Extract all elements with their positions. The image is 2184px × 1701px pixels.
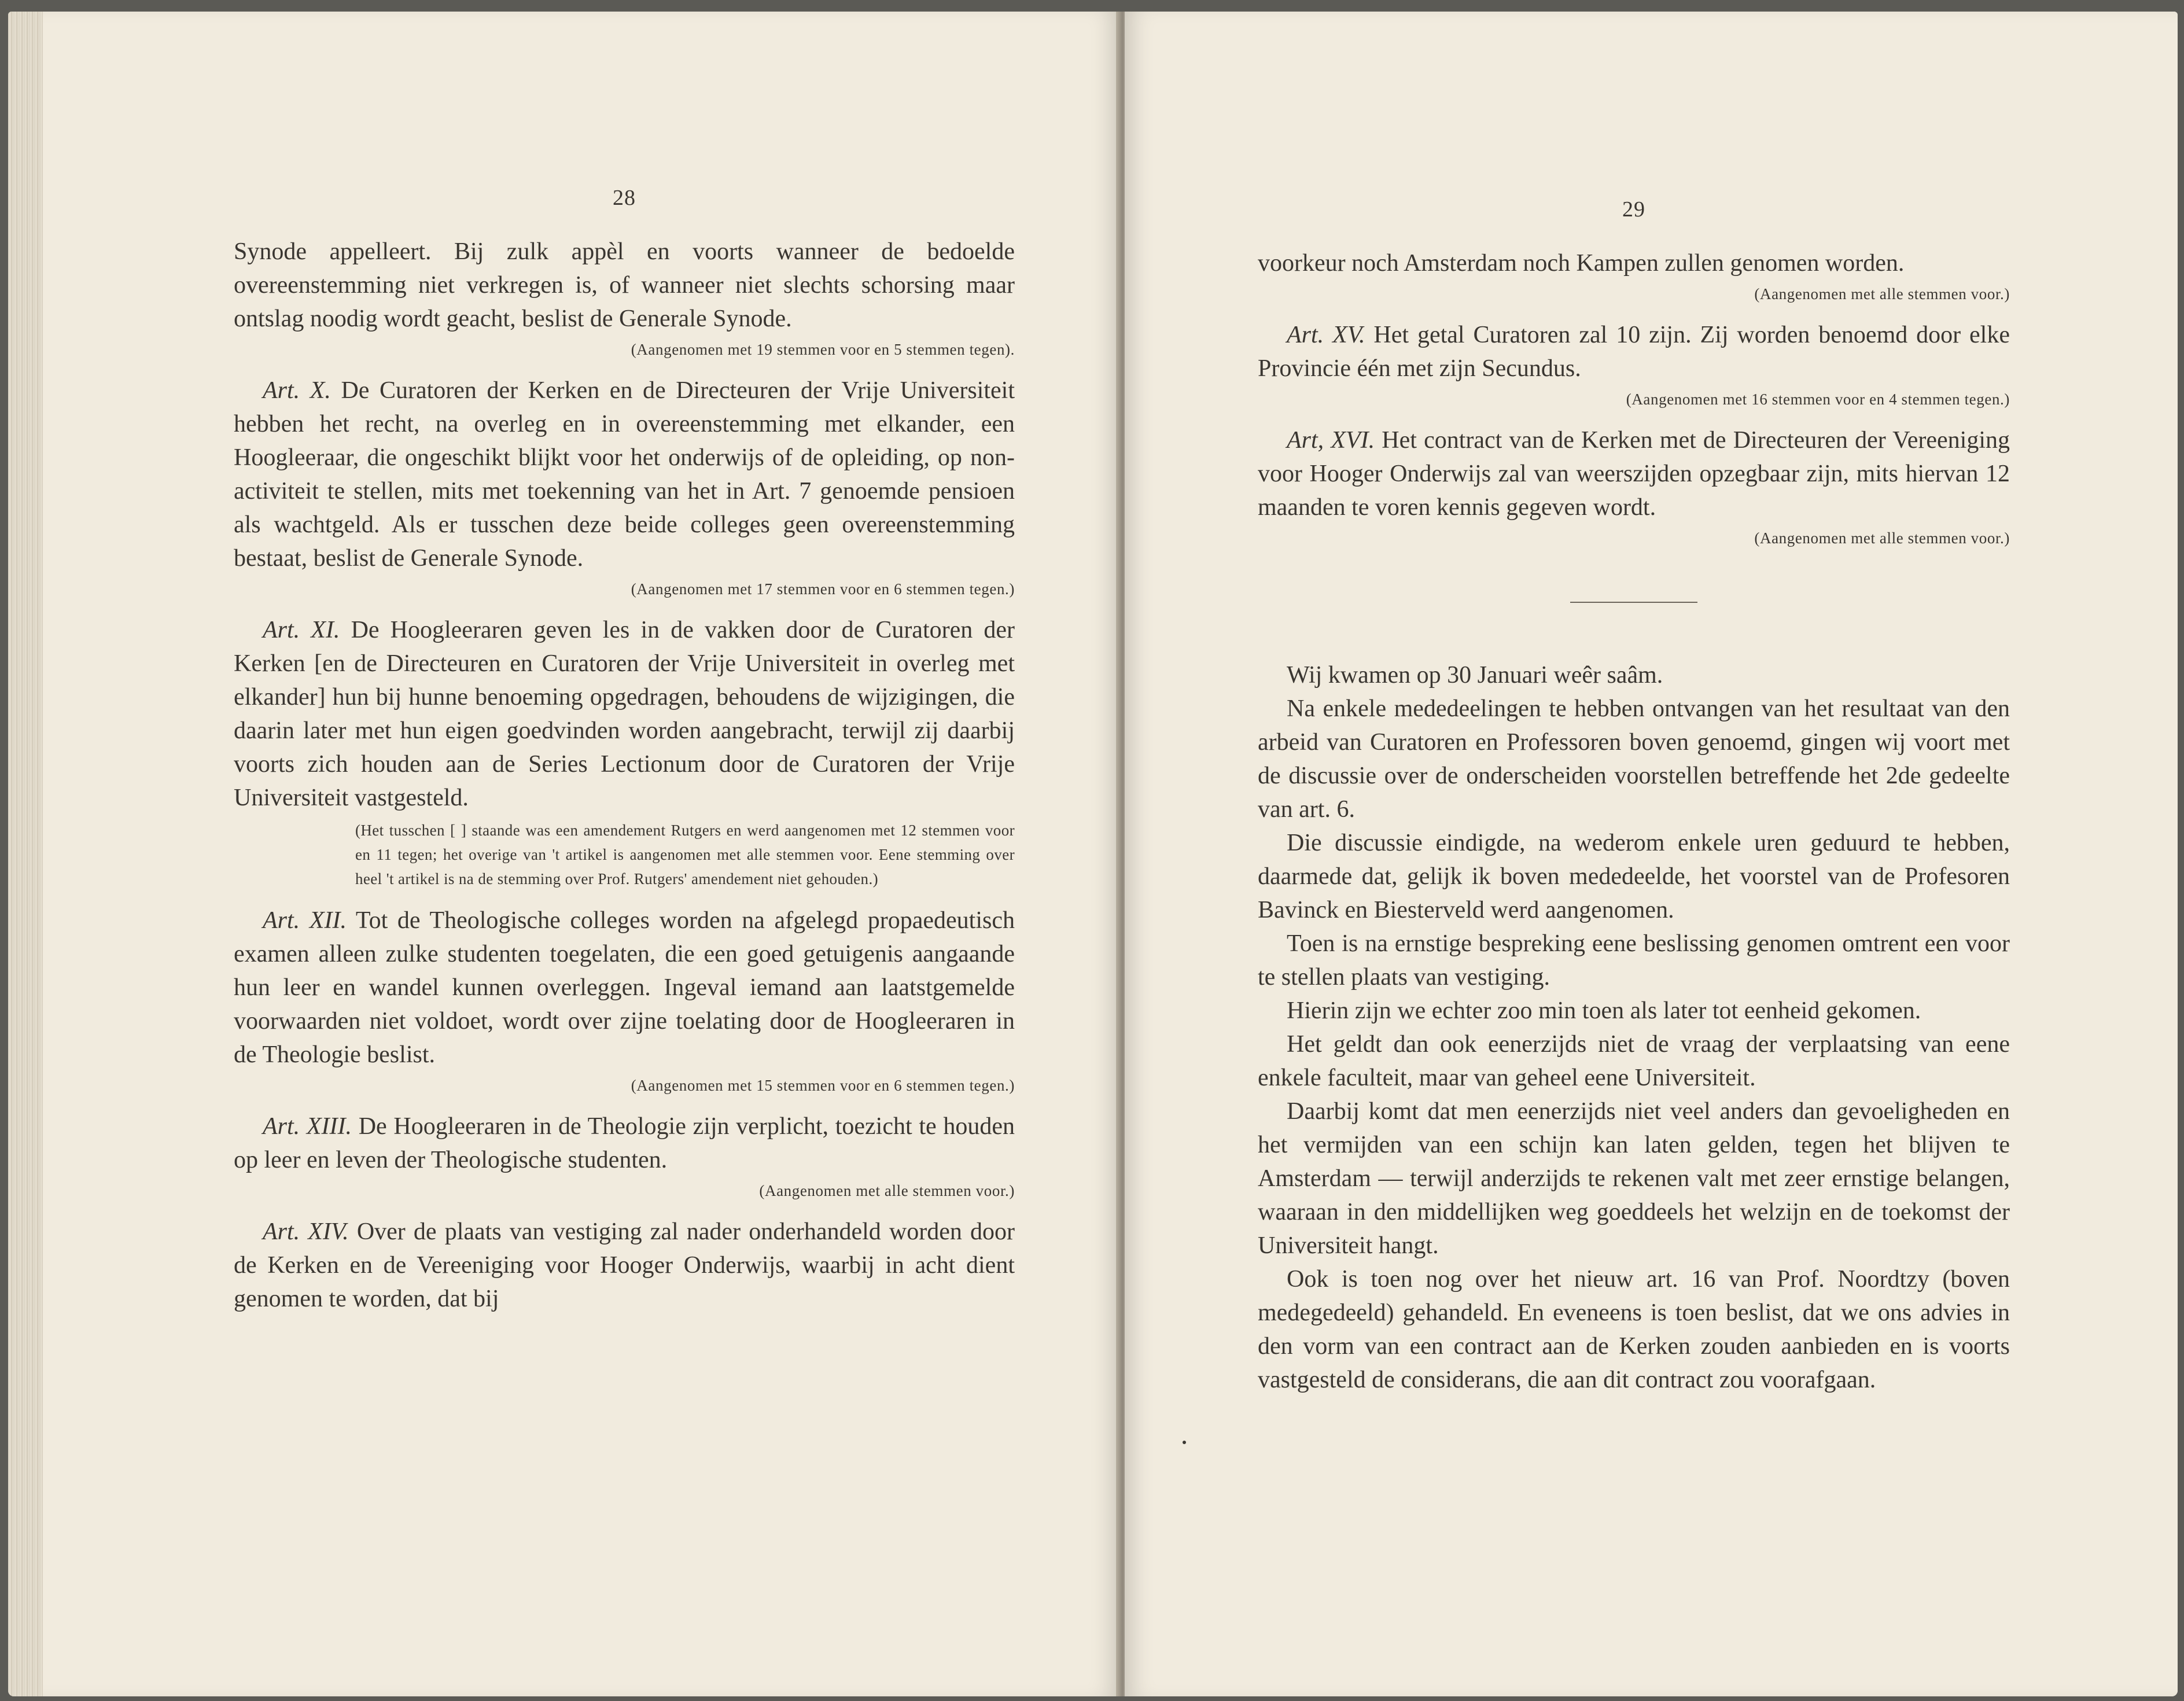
article-label: Art. X. — [263, 377, 331, 404]
narrative-paragraph: Hierin zijn we echter zoo min toen als later tot eenheid gekomen. — [1287, 997, 1921, 1024]
section-divider — [1570, 602, 1697, 603]
vote-note: (Aangenomen met 17 stemmen voor en 6 stemmen tegen.) — [631, 580, 1015, 598]
narrative-paragraph: Die discussie eindigde, na wederom enkele uren geduurd te hebben, daarmede dat, gelijk ik boven mededeelde, het voorstel van de Profesoren Bavinck en Biesterveld werd aangenomen. — [1258, 830, 2010, 923]
article-label: Art, XVI. — [1287, 427, 1375, 454]
right-text-block — [1258, 197, 2010, 1397]
vote-note: (Aangenomen met 19 stemmen voor en 5 stemmen tegen). — [631, 341, 1015, 358]
left-page — [43, 12, 1119, 1696]
book-spread — [8, 12, 2178, 1696]
article-label: Art. XI. — [263, 617, 340, 643]
article-label: Art. XIII. — [263, 1113, 352, 1140]
amendment-note: (Het tusschen [ ] staande was een amendement Rutgers en werd aangenomen met 12 stemmen voor en 11 tegen; het overige van 't artikel is aangenomen met alle stemmen voor. Eene stemming over heel 't artikel is na de stemming over Prof. Rutgers' amendement niet gehouden.) — [355, 822, 1015, 888]
article-xiv — [234, 1215, 1015, 1316]
article-text: Tot de Theologische colleges worden na afgelegd propaedeutisch examen alleen zulke studenten toegelaten, die een goed getuigenis aangaande hun leer en wandel kunnen overleggen. Ingeval iemand aan laatstgemelde voorwaarden niet voldoet, wordt over zijne toelating door de Hoogleeraren in de Theologie beslist. — [234, 907, 1015, 1068]
vote-note: (Aangenomen met 16 stemmen voor en 4 stemmen tegen.) — [1626, 391, 2010, 408]
article-label: Art. XIV. — [263, 1218, 349, 1245]
opening-paragraph: voorkeur noch Amsterdam noch Kampen zullen genomen worden. — [1258, 250, 1905, 277]
article-xii — [234, 904, 1015, 1072]
right-page — [1125, 12, 2178, 1696]
article-text: Over de plaats van vestiging zal nader onderhandeld worden door de Kerken en de Vereeniging voor Hooger Onderwijs, waarbij in acht dient genomen te worden, dat bij — [234, 1218, 1015, 1312]
article-text: De Curatoren der Kerken en de Directeuren der Vrije Universiteit hebben het recht, na overleg en in overeenstemming met elkander, een Hoogleeraar, die ongeschikt blijkt voor het onderwijs of de opleiding, op non-activiteit te stellen, mits met toekenning van het in Art. 7 genoemde pensioen als wachtgeld. Als er tusschen deze beide colleges geen overeenstemming bestaat, beslist de Generale Synode. — [234, 377, 1015, 572]
narrative-paragraph: Het geldt dan ook eenerzijds niet de vraag der verplaatsing van eene enkele faculteit, maar van geheel eene Universiteit. — [1258, 1031, 2010, 1091]
article-text: Het getal Curatoren zal 10 zijn. Zij worden benoemd door elke Provincie één met zijn Secundus. — [1258, 322, 2010, 382]
vote-note: (Aangenomen met alle stemmen voor.) — [759, 1182, 1015, 1199]
article-xvi — [1258, 424, 2010, 524]
article-text: De Hoogleeraren geven les in de vakken door de Curatoren der Kerken [en de Directeuren en Curatoren der Vrije Universiteit in overleg met elkander] hun bij hunne benoeming opgedragen, behoudens de wijzigingen, die daarin later met hun eigen goedvinden worden aangebracht, terwijl zij daarbij voorts zich houden aan de Series Lectionum door de Curatoren der Vrije Universiteit vastgesteld. — [234, 617, 1015, 811]
article-xi — [234, 613, 1015, 815]
vote-note: (Aangenomen met alle stemmen voor.) — [1754, 529, 2010, 547]
article-text: Het contract van de Kerken met de Directeuren der Vereeniging voor Hooger Onderwijs zal van weerszijden opzegbaar zijn, mits hiervan 12 maanden te voren kennis gegeven wordt. — [1258, 427, 2010, 521]
narrative-paragraph: Toen is na ernstige bespreking eene beslissing genomen omtrent een voor te stellen plaats van vestiging. — [1258, 930, 2010, 991]
page-number: 29 — [1622, 197, 1645, 222]
opening-paragraph: Synode appelleert. Bij zulk appèl en voorts wanneer de bedoelde overeenstemming niet verkregen is, of wanneer niet slechts schorsing maar ontslag noodig wordt geacht, beslist de Generale Synode. — [234, 238, 1015, 332]
article-text: De Hoogleeraren in de Theologie zijn verplicht, toezicht te houden op leer en leven der Theologische studenten. — [234, 1113, 1015, 1173]
article-label: Art. XV. — [1287, 322, 1365, 348]
article-xiii — [234, 1110, 1015, 1177]
article-x — [234, 374, 1015, 575]
narrative-paragraph: Daarbij komt dat men eenerzijds niet veel anders dan gevoeligheden en het vermijden van een schijn kan laten gelden, tegen het blijven te Amsterdam — terwijl anderzijds te rekenen valt met zeer ernstige belangen, waaraan in den middellijken weg goeddeels het welzijn en de toekomst der Universiteit hangt. — [1258, 1098, 2010, 1259]
article-label: Art. XII. — [263, 907, 347, 934]
page-number: 28 — [613, 186, 636, 210]
narrative-paragraph: Ook is toen nog over het nieuw art. 16 van Prof. Noordtzy (boven medegedeeld) gehandeld. En eveneens is toen beslist, dat we ons advies in den vorm van een contract aan de Kerken zouden aanbieden en is voorts vastgesteld de considerans, die aan dit contract zou voorafgaan. — [1258, 1266, 2010, 1393]
article-xv — [1258, 318, 2010, 385]
narrative-paragraph: Wij kwamen op 30 Januari weêr saâm. — [1287, 662, 1663, 689]
paper-speck — [1183, 1441, 1186, 1444]
vote-note: (Aangenomen met alle stemmen voor.) — [1754, 285, 2010, 303]
left-text-block — [234, 185, 1015, 1316]
vote-note: (Aangenomen met 15 stemmen voor en 6 stemmen tegen.) — [631, 1077, 1015, 1094]
narrative-paragraph: Na enkele mededeelingen te hebben ontvangen van het resultaat van den arbeid van Curatoren en Professoren boven genoemd, gingen wij voort met de discussie over de onderscheiden voorstellen betreffende het 2de gedeelte van art. 6. — [1258, 695, 2010, 823]
